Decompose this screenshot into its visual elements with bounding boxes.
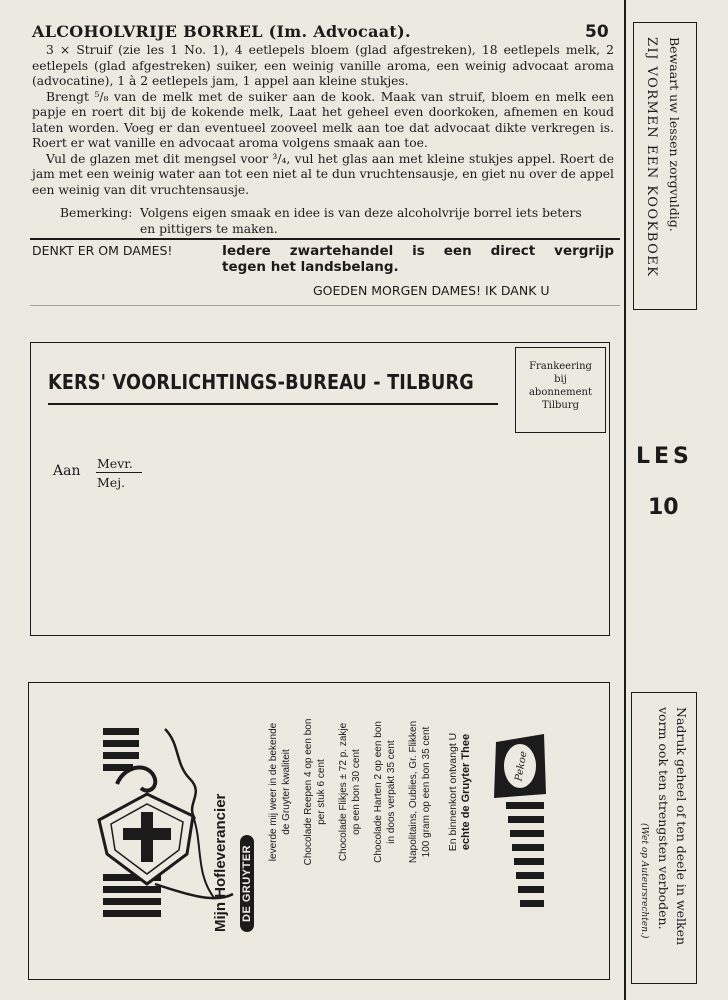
advert-line: per stuk 6 cent bbox=[315, 759, 327, 825]
remark-text-continued: en pittigers te maken. bbox=[140, 221, 278, 236]
copyright-box bbox=[631, 692, 697, 984]
advert-line: leverde mij weer in de bekende bbox=[268, 722, 279, 862]
recipe-remark bbox=[60, 206, 620, 237]
advert-line: Chocolade Flikjes ± 72 p. zakje bbox=[338, 722, 349, 862]
franking-box bbox=[515, 347, 606, 433]
warning-line-1: Iedere zwartehandel is een direct vergrijp bbox=[222, 243, 614, 259]
advert-line: Chocolade Harten 2 op een bon bbox=[373, 721, 384, 863]
recipe-preparation: Brengt ⁵/₈ van de melk met de suiker aan de kook. Maak van struif, bloem en melk een papje en roert dit bij de kokende melk, Laat het geheel even doorkoken, afnemen en koud laten worden. Voeg er dan eventueel zooveel melk aan toe dat advocaat dikte verkregen is. Roert er wat vanille en advocaat aroma volgens smaak aan toe. bbox=[32, 89, 614, 150]
brand-name: DE GRUYTER bbox=[241, 844, 253, 922]
franking-line: Tilburg bbox=[541, 400, 580, 411]
title-separator bbox=[96, 472, 142, 473]
title-underline bbox=[48, 403, 498, 405]
remark-text: Volgens eigen smaak en idee is van deze alcoholvrije borrel iets beters bbox=[140, 206, 582, 220]
advert-text-block bbox=[190, 678, 472, 958]
title-mej: Mej. bbox=[97, 475, 126, 490]
franking-line: bij bbox=[554, 374, 567, 385]
tea-package-illustration bbox=[486, 732, 548, 922]
warning-line-2: tegen het landsbelang. bbox=[222, 259, 399, 275]
title-mevr: Mevr. bbox=[97, 456, 133, 471]
brand-logo bbox=[240, 835, 254, 932]
recipe-ingredients: 3 × Struif (zie les 1 No. 1), 4 eetlepels bloem (glad afgestreken), 18 eetlepels melk, 2 eetlepels (glad afgestreken) suiker, een weinig vanille aroma, een weinig advocaat aroma (advocatine), 1 à 2 eetlepels jam, 1 appel aan kleine stukjes. bbox=[32, 43, 614, 88]
lesson-number: 10 bbox=[648, 495, 679, 520]
copyright-line-2: vorm ook ten strengsten verboden. bbox=[656, 707, 671, 930]
advert-line: de Gruyter kwaliteit bbox=[280, 749, 292, 835]
advert-heading: Mijn Hofleverancier bbox=[212, 793, 229, 932]
remark-label: Bemerking: bbox=[60, 206, 133, 220]
franking-line: abonnement bbox=[528, 387, 593, 398]
notice-dames: DENKT ER OM DAMES! bbox=[32, 243, 173, 258]
advert-line: 100 gram op een bon 35 cent bbox=[420, 726, 432, 858]
advert-body bbox=[268, 682, 472, 902]
keep-lessons-box bbox=[633, 22, 697, 310]
advert-line: En binnenkort ontvangt U bbox=[447, 732, 459, 852]
divider bbox=[30, 238, 620, 240]
notice-warning bbox=[222, 243, 614, 275]
column-divider bbox=[624, 0, 626, 1000]
copyright-law: (Wet op Auteursrechten.) bbox=[639, 823, 649, 939]
advert-line: in doos verpakt 35 cent bbox=[385, 740, 397, 844]
recipe-body bbox=[32, 43, 614, 198]
divider bbox=[30, 305, 620, 306]
cookbook-text: ZIJ VORMEN EEN KOOKBOEK bbox=[644, 37, 659, 278]
notice-closing: GOEDEN MORGEN DAMES! IK DANK U bbox=[313, 283, 550, 298]
svg-text:Pekoe: Pekoe bbox=[513, 750, 530, 783]
recipe-title: ALCOHOLVRIJE BORREL (Im. Advocaat). bbox=[32, 22, 411, 41]
advert-line: Chocolade Reepen 4 op een bon bbox=[303, 718, 314, 866]
advert-line: Napolitains, Oublies, Gr. Flikken bbox=[408, 720, 419, 864]
copyright-line-1: Nadruk geheel of ten deele in welken bbox=[674, 707, 689, 946]
recipe-serving: Vul de glazen met dit mengsel voor ³/₄, vul het glas aan met kleine stukjes appel. Roert de jam met een weinig water aan tot een niet al te dun vruchtensausje, en giet nu over de appel een weinig van dit vruchtensausje. bbox=[32, 151, 614, 197]
address-title: KERS' VOORLICHTINGS-BUREAU - TILBURG bbox=[48, 370, 474, 394]
addressee-label: Aan bbox=[53, 463, 81, 479]
keep-lessons-text: Bewaart uw lessen zorgvuldig. bbox=[667, 37, 682, 232]
page-number: 50 bbox=[585, 22, 609, 42]
lesson-label: LES bbox=[636, 444, 693, 469]
advert-line: op een bon 30 cent bbox=[350, 749, 362, 835]
advert-line: echte de Gruyter Thee bbox=[459, 733, 472, 851]
franking-line: Frankeering bbox=[529, 361, 592, 372]
